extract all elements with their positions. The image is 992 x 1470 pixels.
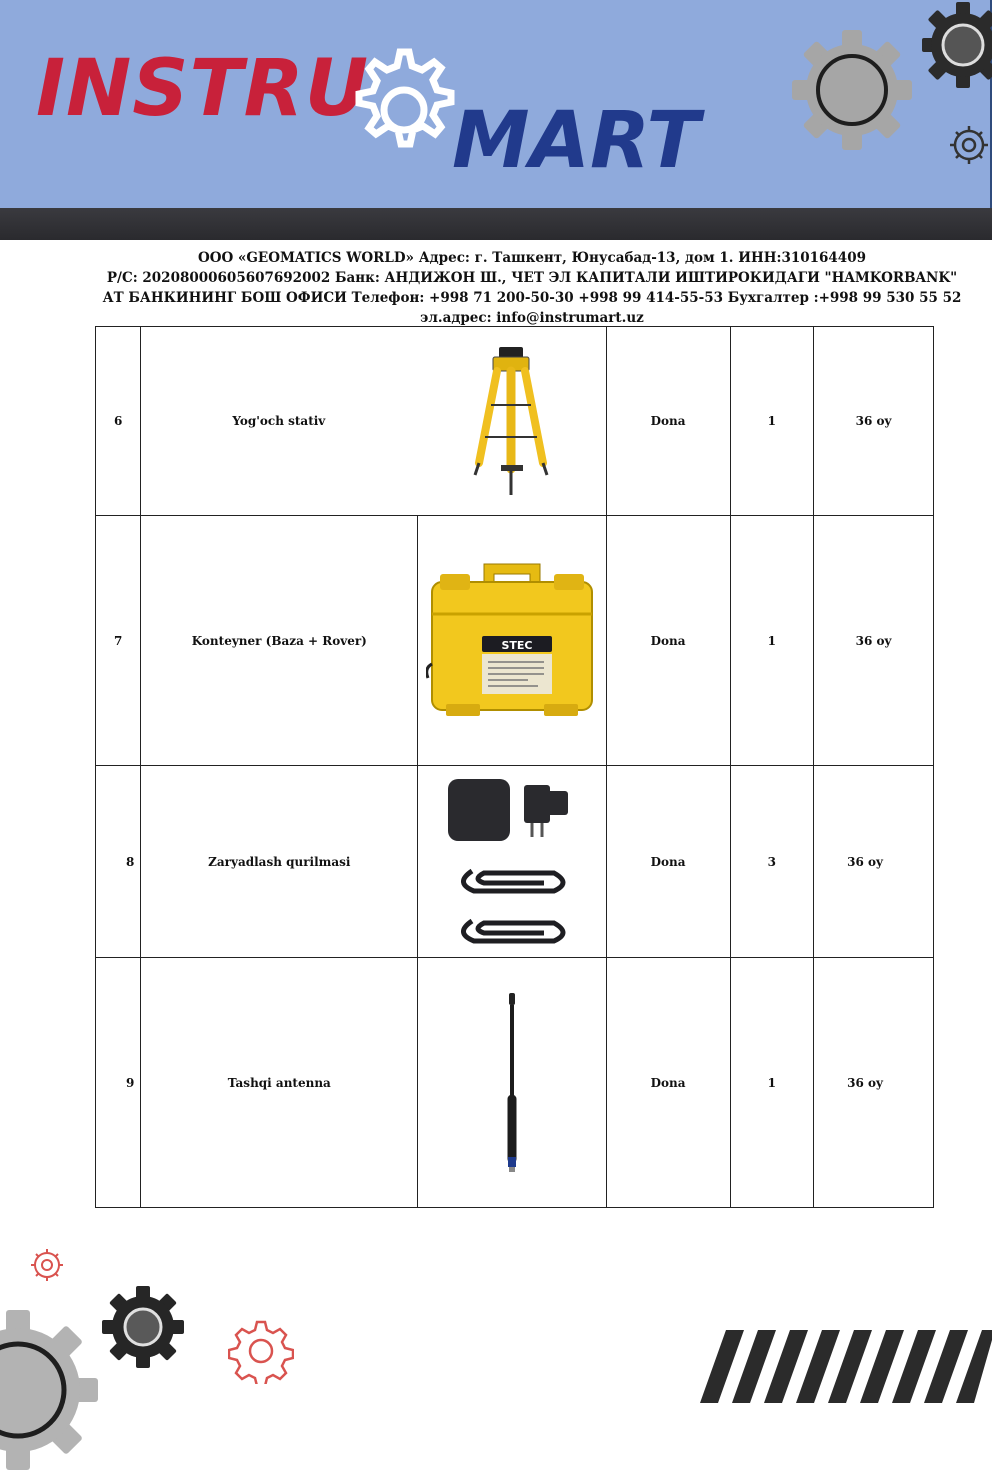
row-number: 8 [96,766,141,958]
charger-image [442,773,582,948]
qty-cell: 3 [730,766,814,958]
small-outline-gear-icon [948,124,990,166]
row-number: 6 [96,327,141,516]
items-table [95,326,934,1208]
company-line-4: эл.адрес: info@instrumart.uz [420,310,644,326]
table-row [96,516,934,766]
logo-instru-text: INSTRU [36,44,370,134]
case-brand-label: STEC [501,639,533,652]
warranty-cell: 36 oy [814,958,934,1208]
image-cell [418,958,606,1208]
warranty-cell: 36 oy [814,766,934,958]
company-line-2: Р/С: 20208000605607692002 Банк: АНДИЖОН Ш., ЧЕТ ЭЛ КАПИТАЛИ ИШТИРОКИДАГИ "HAMKORBANK" [106,270,958,286]
logo-mart-text: MART [452,96,700,186]
unit-cell: Dona [606,516,730,766]
black-gear-icon [102,1286,184,1368]
item-name-cell [141,327,606,516]
diagonal-stripes-decoration [700,1330,992,1403]
small-red-gear-icon [29,1247,65,1283]
item-name: Yog'och stativ [232,414,326,428]
item-name: Zaryadlash qurilmasi [141,766,418,958]
company-line-3: АТ БАНКИНИНГ БОШ ОФИСИ Телефон: +998 71 200-50-30 +998 99 414-55-53 Бухгалтер :+998 99 530 55 52 [102,290,962,306]
logo-gear-icon [330,40,470,180]
antenna-image [497,989,527,1174]
table-row [96,958,934,1208]
table-row [96,327,934,516]
warranty-cell: 36 oy [814,516,934,766]
image-cell [418,516,606,766]
image-cell [418,766,606,958]
carry-case-image [426,554,598,724]
company-line-1: ООО «GEOMATICS WORLD» Адрес: г. Ташкент, Юнусабад-13, дом 1. ИНН:310164409 [197,250,866,266]
gray-gear-icon [792,30,912,150]
row-number: 9 [96,958,141,1208]
qty-cell: 1 [730,516,814,766]
row-number: 7 [96,516,141,766]
unit-cell: Dona [606,766,730,958]
large-gray-gear-icon [0,1310,98,1470]
table-row [96,766,934,958]
warranty-cell: 36 oy [814,327,934,516]
dark-gear-icon [922,2,992,88]
qty-cell: 1 [730,327,814,516]
header-dark-strip [0,208,992,240]
red-outline-gear-icon [228,1318,294,1384]
item-name: Tashqi antenna [141,958,418,1208]
unit-cell: Dona [606,958,730,1208]
company-details [90,248,974,328]
item-name: Konteyner (Baza + Rover) [141,516,418,766]
unit-cell: Dona [606,327,730,516]
tripod-image [471,345,551,500]
qty-cell: 1 [730,958,814,1208]
